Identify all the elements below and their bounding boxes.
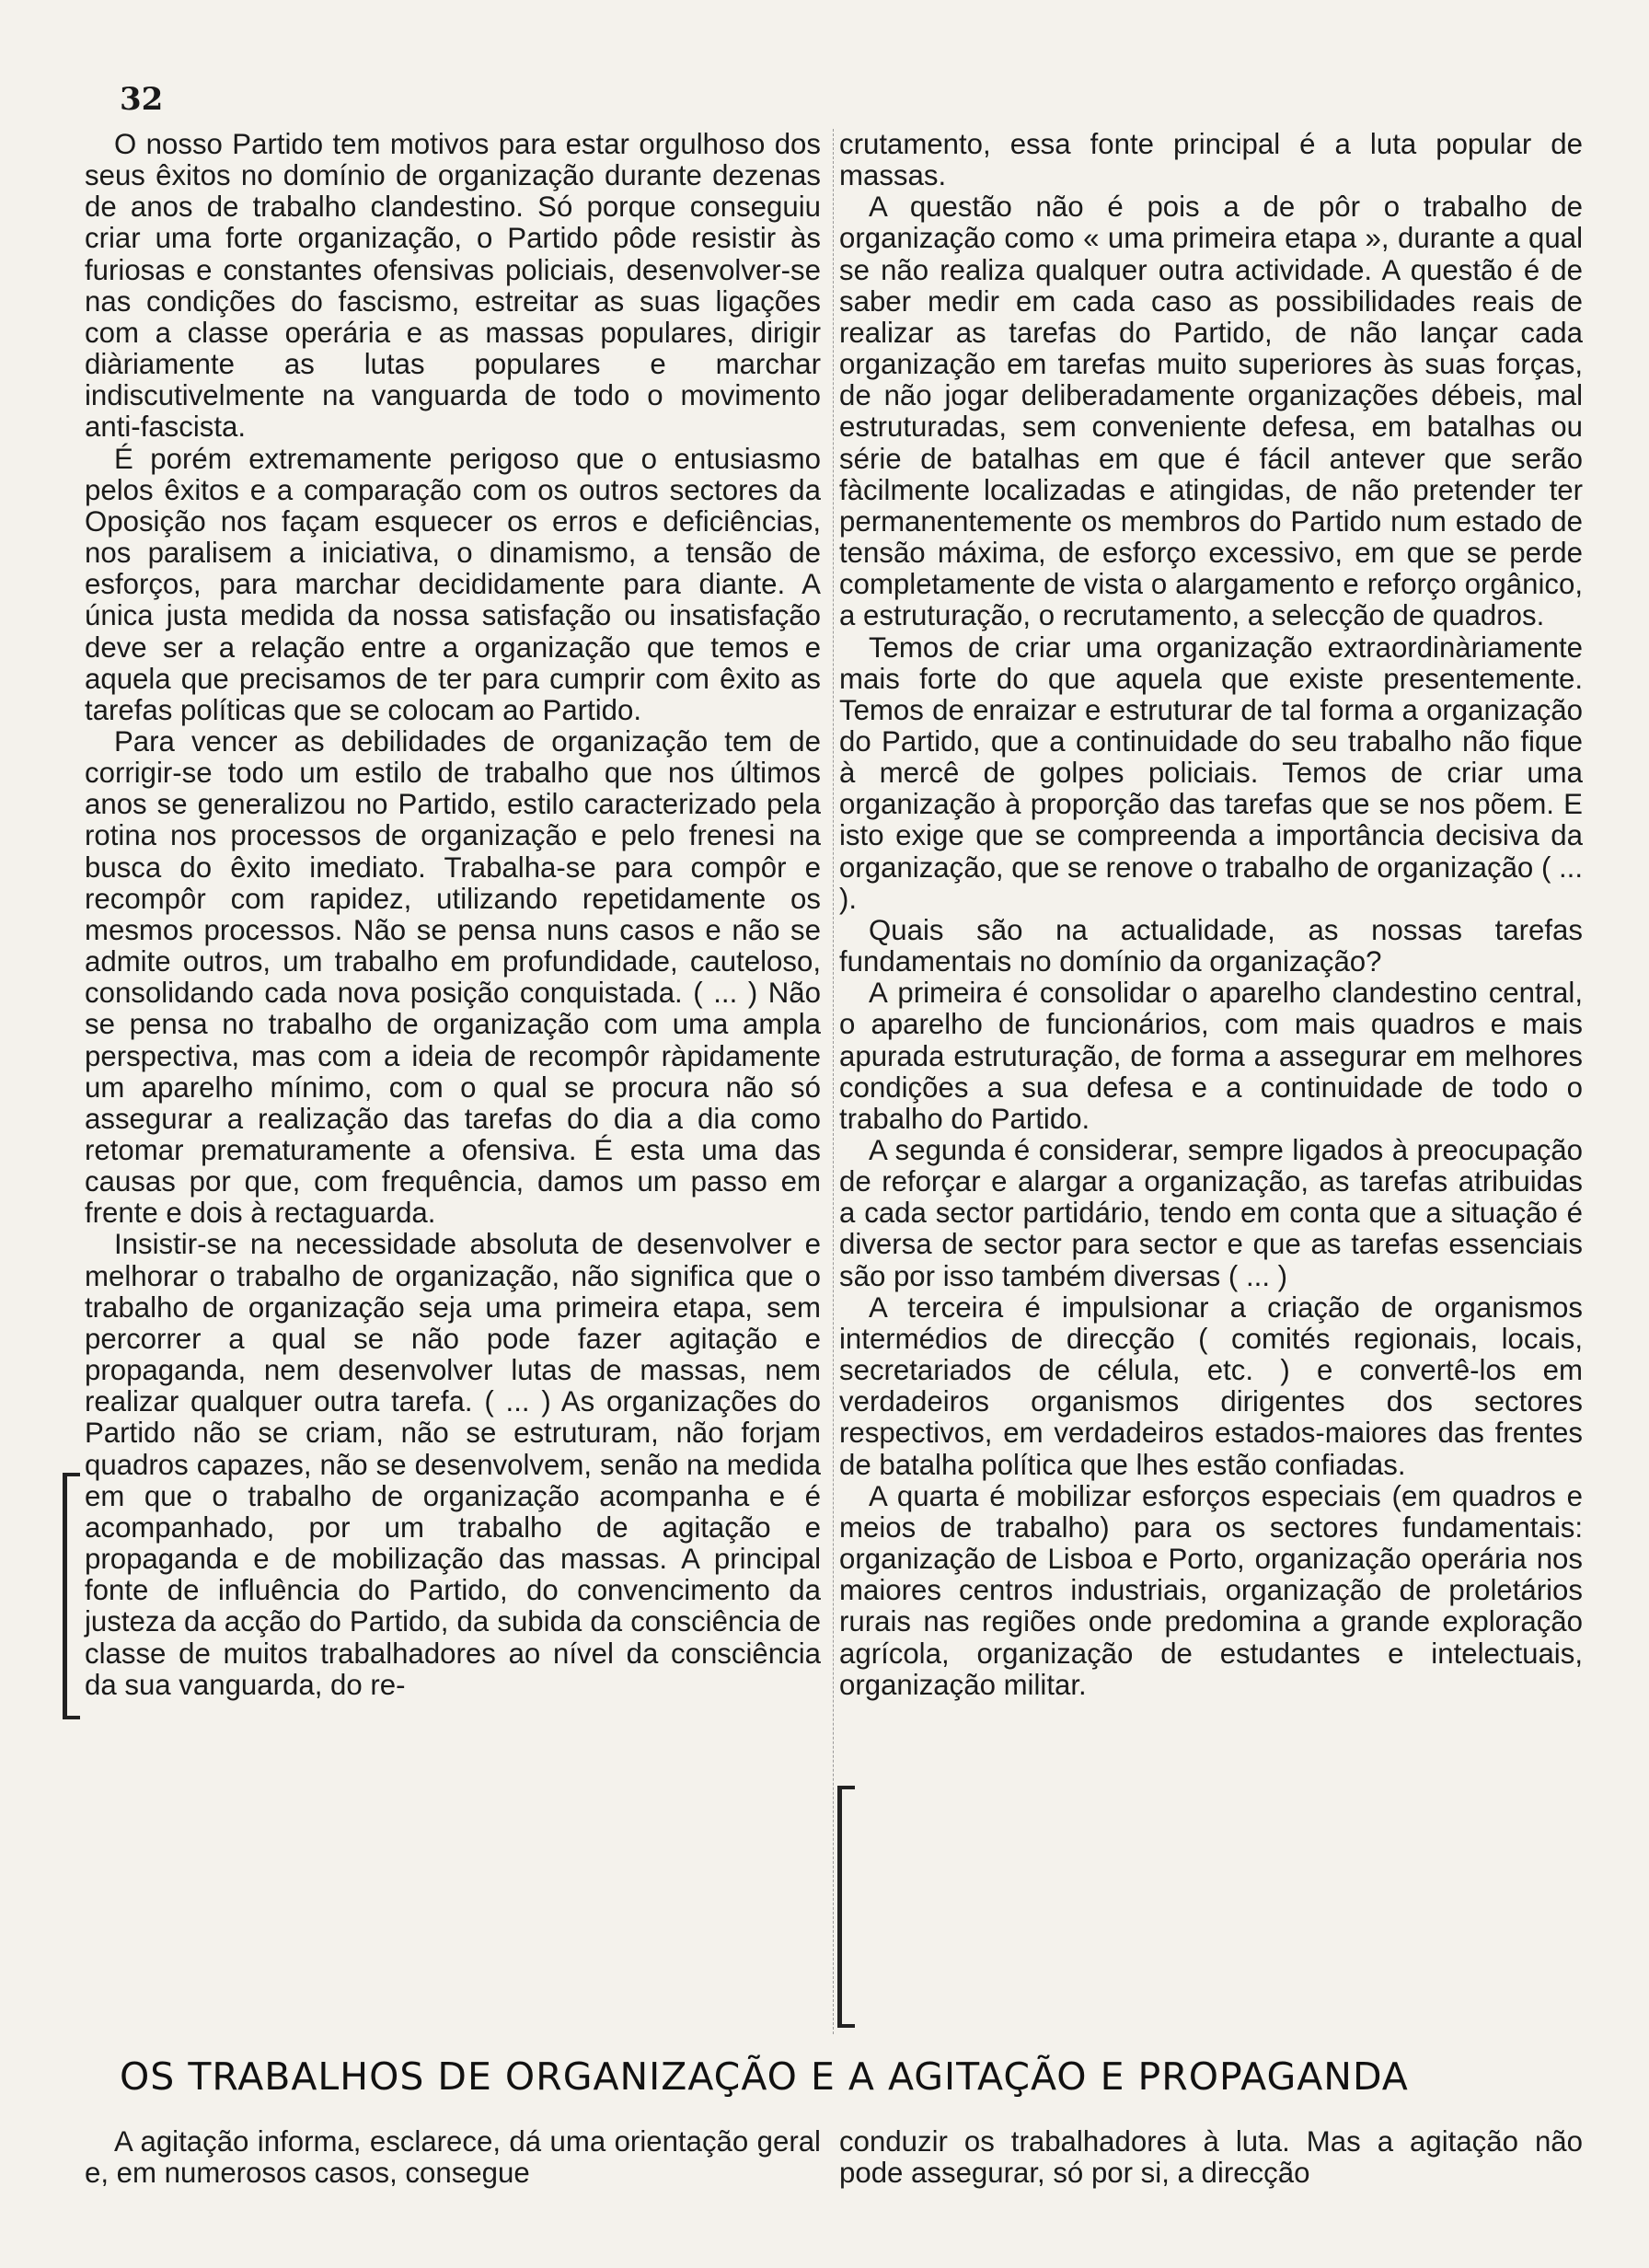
page-number: 32	[120, 81, 164, 118]
paragraph: Insistir-se na necessidade absoluta de desenvolver e melhorar o trabalho de organização, não significa que o trabalho de organização seja uma primeira etapa, sem percorrer a qual se não pode fazer agitação e propaganda, nem desenvolver lutas de massas, nem realizar qualquer outra tarefa. ( ... ) As organizações do Partido não se criam, não se estruturam, não forjam quadros capazes, não se desenvolvem, senão na medida em que o trabalho de organização acompanha e é acompanhado, por um trabalho de agitação e propaganda e de mobilização das massas. A principal fonte de influência do Partido, do convencimento da justeza da acção do Partido, da subida da consciência de classe de muitos trabalhadores ao nível da consciência da sua vanguarda, do re-	[85, 1228, 821, 1701]
paragraph: Para vencer as debilidades de organização tem de corrigir-se todo um estilo de trabalho que nos últimos anos se generalizou no Partido, estilo caracterizado pela rotina nos processos de organização e pelo frenesi na busca do êxito imediato. Trabalha-se para compôr e recompôr com rapidez, utilizando repetidamente os mesmos processos. Não se pensa nuns casos e não se admite outros, um trabalho em profundidade, cauteloso, consolidando cada nova posição conquistada. ( ... ) Não se pensa no trabalho de organização com uma ampla perspectiva, mas com a ideia de recompôr ràpidamente um aparelho mínimo, com o qual se procura não só assegurar a realização das tarefas do dia a dia como retomar prematuramente a ofensiva. É esta uma das causas por que, com frequência, damos um passo em frente e dois à rectaguarda.	[85, 724, 821, 1230]
paragraph: É porém extremamente perigoso que o entusiasmo pelos êxitos e a comparação com os outros sectores da Oposição nos façam esquecer os erros e deficiências, nos paralisem a iniciativa, o dinamismo, a tensão de esforços, para marchar decididamente para diante. A única justa medida da nossa satisfação ou insatisfação deve ser a relação entre a organização que temos e aquela que precisamos de ter para cumprir com êxito as tarefas políticas que se colocam ao Partido.	[85, 442, 821, 726]
bottom-left-column	[85, 2126, 821, 2189]
paragraph: conduzir os trabalhadores à luta. Mas a agitação não pode assegurar, só por si, a direcção	[839, 2125, 1583, 2190]
margin-bracket-right	[837, 1786, 855, 2028]
paragraph: A agitação informa, esclarece, dá uma orientação geral e, em numerosos casos, consegue	[85, 2125, 821, 2190]
paragraph: Quais são na actualidade, as nossas tarefas fundamentais no domínio da organização?	[839, 913, 1583, 978]
paragraph: A primeira é consolidar o aparelho clandestino central, o aparelho de funcionários, com mais quadros e mais apurada estruturação, de forma a assegurar em melhores condições a sua defesa e a continuidade de todo o trabalho do Partido.	[839, 977, 1583, 1135]
paragraph: A questão não é pois a de pôr o trabalho de organização como « uma primeira etapa », durante a qual se não realiza qualquer outra actividade. A questão é de saber medir em cada caso as possibilidades reais de realizar as tarefas do Partido, de não lançar cada organização em tarefas muito superiores às suas forças, de não jogar deliberadamente organizações débeis, mal estruturadas, sem conveniente defesa, em batalhas ou série de batalhas em que é fácil antever que serão fàcilmente localizadas e atingidas, de não pretender ter permanentemente os membros do Partido num estado de tensão máxima, de esforço excessivo, em que se perde completamente de vista o alargamento e reforço orgânico, a estruturação, o recrutamento, a selecção de quadros.	[839, 191, 1583, 632]
paragraph: crutamento, essa fonte principal é a luta popular de massas.	[839, 128, 1583, 192]
margin-bracket-left	[63, 1473, 80, 1719]
section-heading: OS TRABALHOS DE ORGANIZAÇÃO E A AGITAÇÃO E PROPAGANDA	[120, 2054, 1409, 2099]
paragraph: A quarta é mobilizar esforços especiais (em quadros e meios de trabalho) para os sectores fundamentais: organização de Lisboa e Porto, organização operária nos maiores centros industriais, organização de proletários rurais nas regiões onde predomina a grande exploração agrícola, organização de estudantes e intelectuais, organização militar.	[839, 1479, 1583, 1701]
column-divider	[833, 129, 834, 2034]
left-column	[85, 129, 821, 1701]
paragraph: Temos de criar uma organização extraordinàriamente mais forte do que aquela que existe presentemente. Temos de enraizar e estruturar de tal forma a organização do Partido, que a continuidade do seu trabalho não fique à mercê de golpes policiais. Temos de criar uma organização à proporção das tarefas que se nos põem. E isto exige que se compreenda a importância decisiva da organização, que se renove o trabalho de organização ( ... ).	[839, 631, 1583, 915]
paragraph: A terceira é impulsionar a criação de organismos intermédios de direcção ( comités regionais, locais, secretariados de célula, etc. ) e convertê-los em verdadeiros organismos dirigentes dos sectores respectivos, em verdadeiros estados-maiores das frentes de batalha política que lhes estão confiadas.	[839, 1290, 1583, 1481]
bottom-right-column	[839, 2126, 1583, 2189]
paragraph: O nosso Partido tem motivos para estar orgulhoso dos seus êxitos no domínio de organização durante dezenas de anos de trabalho clandestino. Só porque conseguiu criar uma forte organização, o Partido pôde resistir às furiosas e constantes ofensivas policiais, desenvolver-se nas condições do fascismo, estreitar as suas ligações com a classe operária e as massas populares, dirigir diàriamente as lutas populares e marchar indiscutivelmente na vanguarda de todo o movimento anti-fascista.	[85, 128, 821, 444]
paragraph: A segunda é considerar, sempre ligados à preocupação de reforçar e alargar a organização, as tarefas atribuidas a cada sector partidário, tendo em conta que a situação é diversa de sector para sector e que as tarefas essenciais são por isso também diversas ( ... )	[839, 1134, 1583, 1292]
right-column	[839, 129, 1583, 1701]
